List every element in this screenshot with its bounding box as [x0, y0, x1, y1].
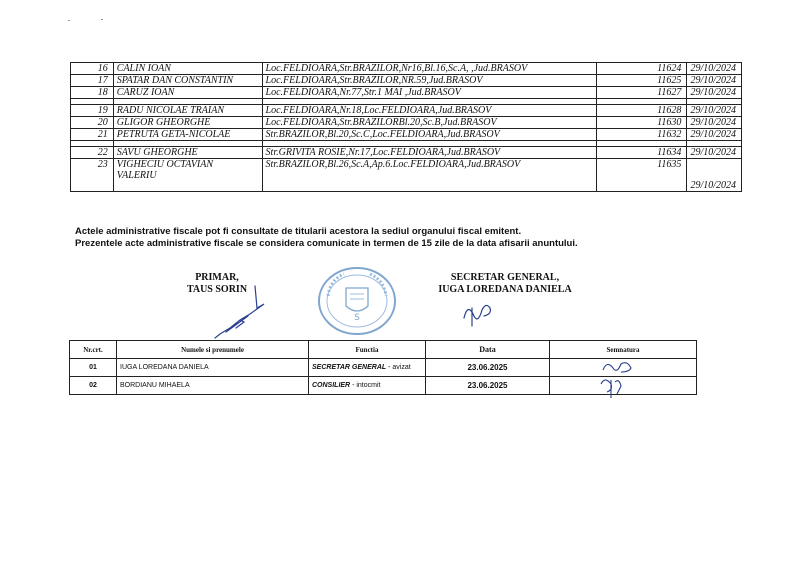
approval-function-title: SECRETAR GENERAL	[312, 364, 387, 371]
act-number: 11635	[596, 159, 687, 192]
approval-header-cell: Functia	[309, 341, 426, 359]
taxpayer-address: Loc.FELDIOARA,Str.BRAZILORBl.20,Sc.B,Jud.BRASOV	[262, 117, 596, 129]
approval-name: BORDIANU MIHAELA	[117, 377, 309, 395]
taxpayer-name	[113, 105, 262, 117]
table-row	[71, 147, 742, 159]
taxpayer-name-line: CALIN IOAN	[116, 63, 171, 74]
notice-text	[75, 226, 578, 250]
act-date: 29/10/2024	[687, 87, 742, 99]
secretary-signature-block	[430, 272, 580, 296]
taxpayer-name-line: SPATAR DAN CONSTANTIN	[116, 75, 234, 86]
taxpayer-name-line: RADU NICOLAE TRAIAN	[116, 105, 224, 116]
row-number: 18	[71, 87, 114, 99]
official-seal-stamp	[316, 266, 398, 336]
table-row	[71, 75, 742, 87]
taxpayer-address: Loc.FELDIOARA,Str.BRAZILOR,NR.59,Jud.BRASOV	[262, 75, 596, 87]
taxpayer-name-line: SAVU GHEORGHE	[116, 147, 198, 158]
act-date: 29/10/2024	[687, 147, 742, 159]
signature-marks	[593, 358, 639, 400]
secretary-handwritten-signature	[460, 298, 500, 328]
taxpayer-name-line: GLIGOR GHEORGHE	[116, 117, 211, 128]
secretary-title: SECRETAR GENERAL,	[450, 272, 560, 283]
act-number: 11630	[596, 117, 687, 129]
approval-nr: 01	[70, 359, 117, 377]
act-date: 29/10/2024	[687, 117, 742, 129]
row-number: 19	[71, 105, 114, 117]
act-date: 29/10/2024	[687, 75, 742, 87]
mayor-handwritten-signature	[200, 282, 290, 342]
approval-name: IUGA LOREDANA DANIELA	[117, 359, 309, 377]
taxpayer-name	[113, 75, 262, 87]
approval-header-row	[70, 341, 697, 359]
taxpayer-address: Str.BRAZILOR,Bl.26,Sc.A,Ap.6.Loc.FELDIOARA,Jud.BRASOV	[262, 159, 596, 192]
approval-function	[309, 377, 426, 395]
row-number: 23	[71, 159, 114, 192]
act-date: 29/10/2024	[687, 159, 742, 192]
table-row	[71, 87, 742, 99]
notice-line-1: Actele administrative fiscale pot fi consultate de titularii acestora la sediul organului fiscal emitent.	[75, 226, 522, 237]
taxpayer-name-line: CARUZ IOAN	[116, 87, 175, 98]
taxpayer-address: Str.BRAZILOR,Bl.20,Sc.C,Loc.FELDIOARA,Jud.BRASOV	[262, 129, 596, 141]
taxpayer-name	[113, 87, 262, 99]
taxpayer-name	[113, 129, 262, 141]
approval-nr: 02	[70, 377, 117, 395]
approval-header-cell: Semnatura	[550, 341, 697, 359]
approval-function-role: - avizat	[386, 364, 411, 371]
approval-header-cell: Numele si prenumele	[117, 341, 309, 359]
taxpayer-name-line: VIGHECIU OCTAVIAN	[116, 159, 214, 170]
approval-date: 23.06.2025	[426, 377, 550, 395]
taxpayer-name	[113, 147, 262, 159]
row-number: 16	[71, 63, 114, 75]
table-row	[71, 159, 742, 192]
table-row	[71, 117, 742, 129]
mayor-title: PRIMAR,	[195, 272, 239, 283]
approval-header-cell: Nr.crt.	[70, 341, 117, 359]
taxpayer-address: Str.GRIVITA ROSIE,Nr.17,Loc.FELDIOARA,Jud.BRASOV	[262, 147, 596, 159]
taxpayer-address: Loc.FELDIOARA,Nr.18,Loc.FELDIOARA,Jud.BRASOV	[262, 105, 596, 117]
mayor-name: TAUS SORIN	[186, 284, 248, 295]
tax-acts-table	[70, 62, 742, 192]
act-date: 29/10/2024	[687, 105, 742, 117]
act-date: 29/10/2024	[687, 129, 742, 141]
approval-header-cell: Data	[426, 341, 550, 359]
notice-line-2: Prezentele acte administrative fiscale se considera comunicate in termen de 15 zile de la data afisarii anuntului.	[75, 238, 578, 249]
act-number: 11628	[596, 105, 687, 117]
taxpayer-address: Loc.FELDIOARA,Str.BRAZILOR,Nr16,Bl.16,Sc.A, ,Jud.BRASOV	[262, 63, 596, 75]
table-row	[71, 63, 742, 75]
act-number: 11624	[596, 63, 687, 75]
table-row	[71, 129, 742, 141]
taxpayer-address: Loc.FELDIOARA,Nr.77,Str.1 MAI ,Jud.BRASOV	[262, 87, 596, 99]
row-number: 21	[71, 129, 114, 141]
approval-function-title: CONSILIER	[312, 382, 351, 389]
taxpayer-name	[113, 117, 262, 129]
row-number: 22	[71, 147, 114, 159]
svg-text:S: S	[354, 313, 360, 323]
row-number: 20	[71, 117, 114, 129]
taxpayer-name	[113, 63, 262, 75]
secretary-name: IUGA LOREDANA DANIELA	[438, 284, 572, 295]
approval-date: 23.06.2025	[426, 359, 550, 377]
approval-function	[309, 359, 426, 377]
approval-function-role: - intocmit	[350, 382, 381, 389]
table-row	[71, 105, 742, 117]
act-number: 11634	[596, 147, 687, 159]
taxpayer-name-line: PETRUTA GETA-NICOLAE	[116, 129, 231, 140]
row-number: 17	[71, 75, 114, 87]
act-date: 29/10/2024	[687, 63, 742, 75]
act-number: 11627	[596, 87, 687, 99]
act-number: 11625	[596, 75, 687, 87]
taxpayer-name-line: VALERIU	[116, 170, 157, 181]
act-number: 11632	[596, 129, 687, 141]
taxpayer-name	[113, 159, 262, 192]
